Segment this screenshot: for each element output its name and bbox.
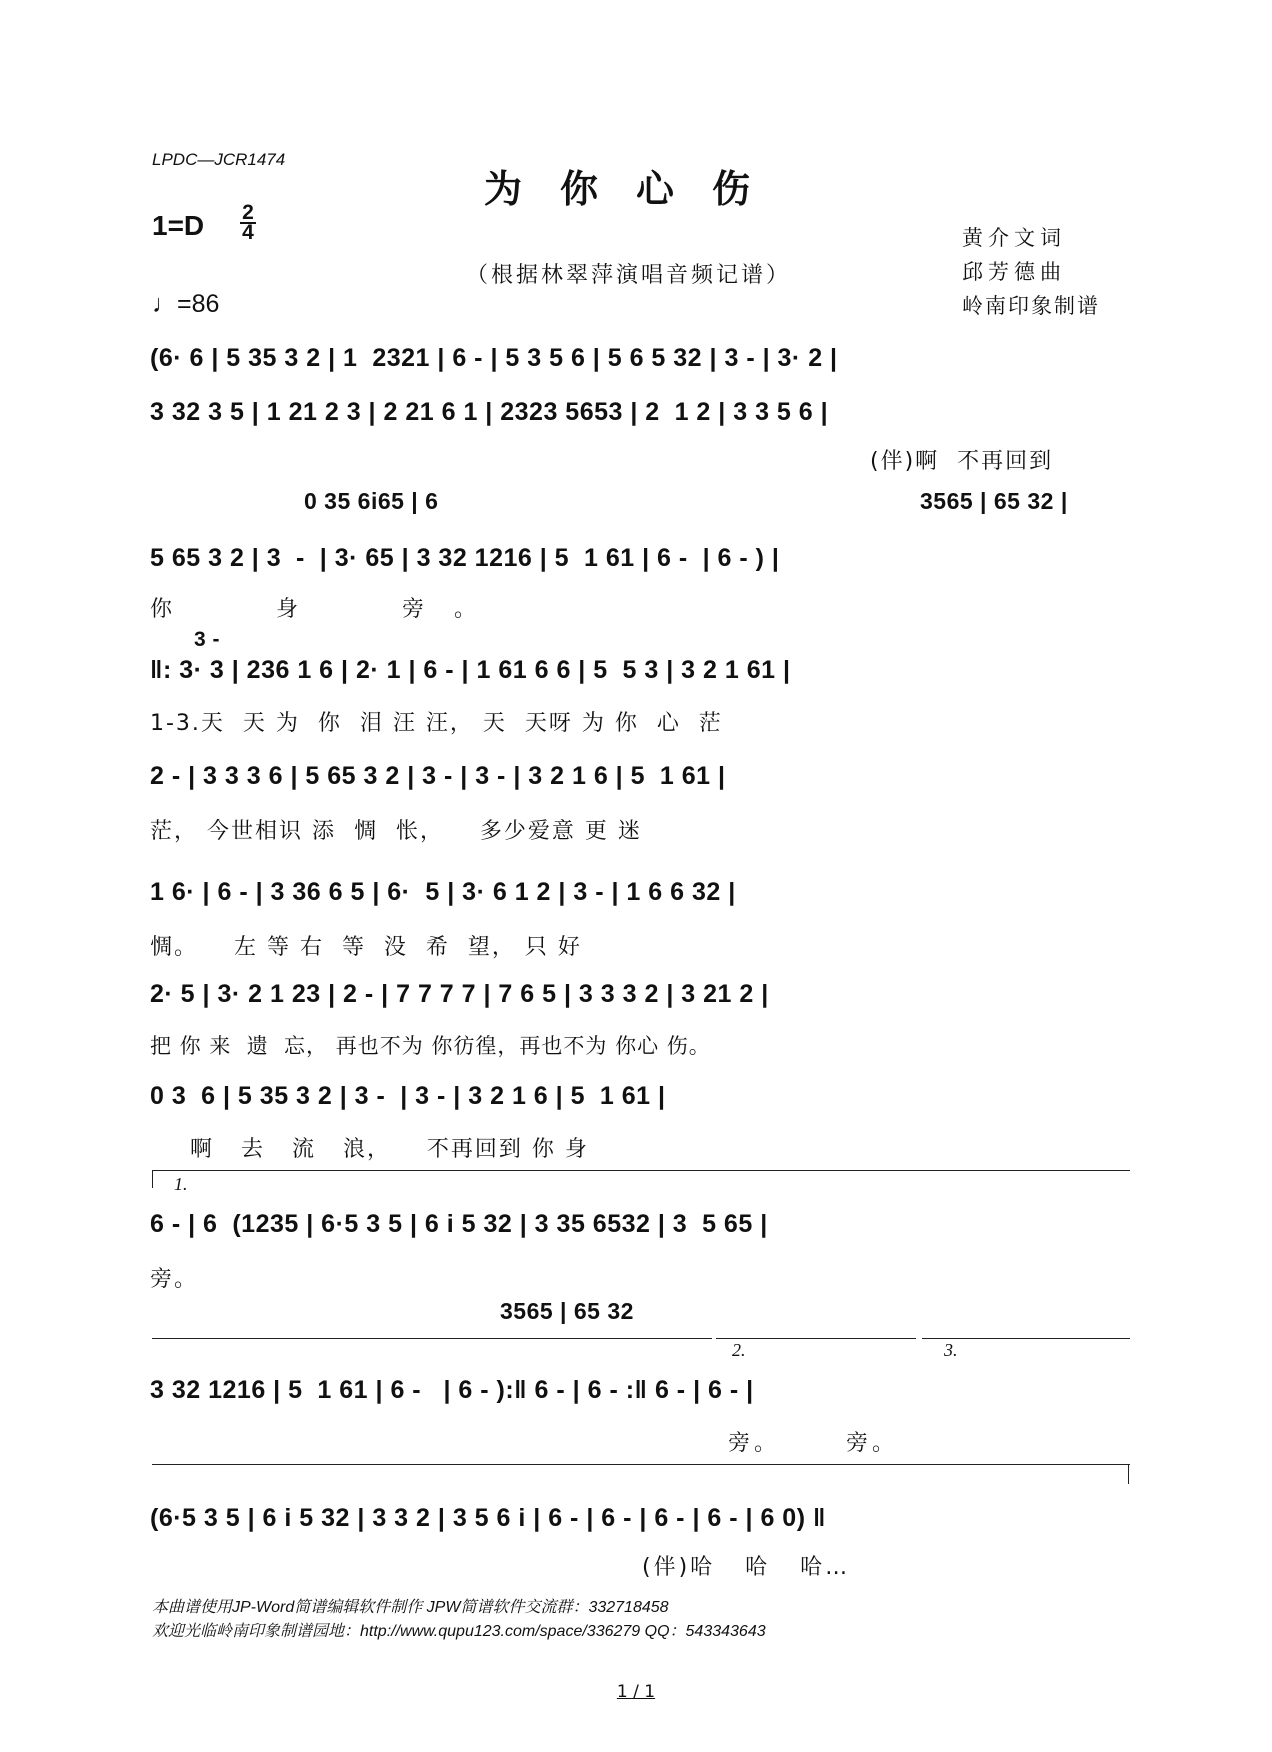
score-line-3-upper-b: 3565 | 65 32 | bbox=[920, 488, 1068, 514]
line-11-staff-end bbox=[1128, 1464, 1129, 1484]
volta-1-bracket bbox=[152, 1170, 1130, 1171]
score-line-7: 2· 5 | 3· 2 1 23 | 2 - | 7 7 7 7 | 7 6 5 | 3 3 3 2 | 3 21 2 | bbox=[150, 980, 769, 1008]
arranger-credit: 岭南印象制谱 bbox=[962, 294, 1100, 318]
tempo-marking: ♩=86 bbox=[152, 290, 220, 318]
volta-2-bracket bbox=[716, 1338, 916, 1339]
composer-credit: 邱芳德曲 bbox=[962, 260, 1066, 284]
score-line-10: 3 32 1216 | 5 1 61 | 6 - | 6 - ):‖ 6 - | 6 - :‖ 6 - | 6 - | bbox=[150, 1376, 754, 1404]
score-line-11: (6·5 3 5 | 6 i 5 32 | 3 3 2 | 3 5 6 i | 6 - | 6 - | 6 - | 6 - | 6 0) ‖ bbox=[150, 1504, 826, 1532]
key-signature: 1=D bbox=[152, 210, 205, 241]
lyric-line-3: 你 身 旁。 bbox=[150, 597, 506, 622]
lyric-line-2: (伴)啊 不再回到 bbox=[870, 449, 1054, 474]
score-line-2: 3 32 3 5 | 1 21 2 3 | 2 21 6 1 | 2323 5653 | 2 1 2 | 3 3 5 6 | bbox=[150, 398, 829, 426]
line-11-staff-top bbox=[152, 1464, 1130, 1465]
score-line-4: ‖: 3· 3 | 236 1 6 | 2· 1 | 6 - | 1 61 6 6 | 5 5 3 | 3 2 1 61 | bbox=[150, 656, 791, 684]
volta-2-label: 2. bbox=[732, 1340, 746, 1360]
line-10-staff-top bbox=[152, 1338, 712, 1339]
volta-3-label: 3. bbox=[944, 1340, 958, 1360]
score-line-3: 5 65 3 2 | 3 - | 3· 65 | 3 32 1216 | 5 1 61 | 6 - | 6 - ) | bbox=[150, 544, 780, 572]
lyric-line-11: (伴)哈 哈 哈… bbox=[642, 1555, 851, 1580]
score-line-5: 2 - | 3 3 3 6 | 5 65 3 2 | 3 - | 3 - | 3 2 1 6 | 5 1 61 | bbox=[150, 762, 726, 790]
score-line-9: 6 - | 6 (1235 | 6·5 3 5 | 6 i 5 32 | 3 35 6532 | 3 5 65 | bbox=[150, 1210, 768, 1238]
time-signature-top: 2 bbox=[242, 201, 254, 224]
score-code: LPDC—JCR1474 bbox=[152, 150, 286, 169]
page-number-text: 1 / 1 bbox=[616, 1682, 656, 1702]
lyric-line-4: 1-3.天 天 为 你 泪 汪 汪， 天 天呀 为 你 心 茫 bbox=[150, 711, 723, 736]
volta-3-bracket bbox=[922, 1338, 1130, 1339]
footer-website-info: 欢迎光临岭南印象制谱园地：http://www.qupu123.com/space/336279 QQ：543343643 bbox=[152, 1623, 766, 1640]
lyric-line-5: 茫， 今世相识 添 惆 怅， 多少爱意 更 迷 bbox=[150, 819, 642, 844]
subtitle: （根据林翠萍演唱音频记谱） bbox=[466, 263, 792, 288]
lyric-line-8: 啊 去 流 浪， 不再回到 你 身 bbox=[190, 1137, 589, 1162]
lyricist-credit: 黄介文词 bbox=[962, 226, 1066, 250]
footer-software-info: 本曲谱使用JP-Word简谱编辑软件制作 JPW简谱软件交流群：332718458 bbox=[152, 1599, 669, 1616]
song-title: 为你心伤 bbox=[483, 166, 788, 211]
lyric-line-6: 惆。 左 等 右 等 没 希 望， 只 好 bbox=[150, 935, 582, 960]
volta-1-label: 1. bbox=[174, 1174, 188, 1194]
volta-1-bracket-end bbox=[152, 1170, 153, 1188]
lyric-line-7: 把 你 来 遗 忘， 再也不为 你彷徨，再也不为 你心 伤。 bbox=[150, 1034, 711, 1058]
score-line-10-upper: 3565 | 65 32 bbox=[500, 1298, 634, 1324]
score-line-3-upper-a: 0 35 6i65 | 6 bbox=[304, 488, 439, 514]
page-number bbox=[0, 1682, 1272, 1702]
score-line-1: (6· 6 | 5 35 3 2 | 1 2321 | 6 - | 5 3 5 6 | 5 6 5 32 | 3 - | 3· 2 | bbox=[150, 344, 838, 372]
time-signature-bottom: 4 bbox=[242, 221, 254, 244]
time-signature bbox=[240, 201, 256, 244]
score-line-8: 0 3 6 | 5 35 3 2 | 3 - | 3 - | 3 2 1 6 | 5 1 61 | bbox=[150, 1082, 666, 1110]
score-line-4-grace: 3 - bbox=[194, 628, 221, 651]
score-line-6: 1 6· | 6 - | 3 36 6 5 | 6· 5 | 3· 6 1 2 | 3 - | 1 6 6 32 | bbox=[150, 878, 736, 906]
lyric-line-10: 旁。 旁。 bbox=[728, 1431, 898, 1456]
lyric-line-9: 旁。 bbox=[150, 1267, 199, 1292]
